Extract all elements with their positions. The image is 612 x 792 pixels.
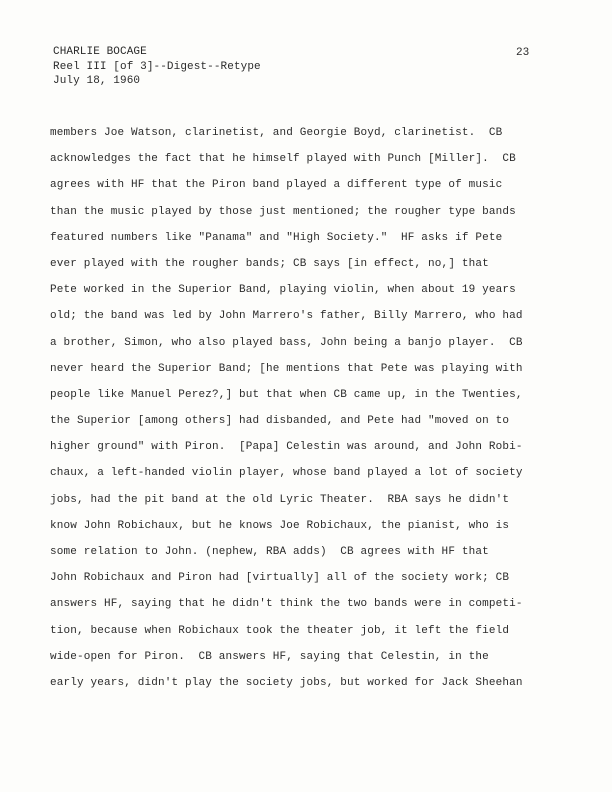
text-line: featured numbers like "Panama" and "High Society." HF asks if Pete	[50, 231, 503, 244]
text-line: Pete worked in the Superior Band, playing violin, when about 19 years	[50, 284, 516, 297]
text-line: agrees with HF that the Piron band played a different type of music	[50, 179, 503, 192]
text-line: members Joe Watson, clarinetist, and Georgie Boyd, clarinetist. CB	[50, 127, 503, 139]
text-line: wide-open for Piron. CB answers HF, saying that Celestin, in the	[50, 650, 489, 663]
text-line: ever played with the rougher bands; CB says [in effect, no,] that	[50, 257, 489, 270]
text-line: never heard the Superior Band; [he mentions that Pete was playing with	[50, 362, 523, 375]
text-line: acknowledges the fact that he himself played with Punch [Miller]. CB	[50, 153, 516, 166]
interviewee-name: CHARLIE BOCAGE	[53, 46, 147, 58]
text-line: higher ground" with Piron. [Papa] Celestin was around, and John Robi-	[50, 441, 523, 454]
text-line: jobs, had the pit band at the old Lyric Theater. RBA says he didn't	[50, 493, 510, 506]
text-line: a brother, Simon, who also played bass, John being a banjo player. CB	[50, 336, 523, 349]
text-line: than the music played by those just mentioned; the rougher type bands	[50, 205, 516, 218]
text-line: answers HF, saying that he didn't think the two bands were in competi-	[50, 598, 523, 611]
text-line: old; the band was led by John Marrero's father, Billy Marrero, who had	[50, 310, 523, 323]
transcript-body	[50, 126, 598, 702]
text-line: people like Manuel Perez?,] but that when CB came up, in the Twenties,	[50, 388, 523, 401]
reel-info: Reel III [of 3]--Digest--Retype	[53, 60, 261, 73]
text-line: John Robichaux and Piron had [virtually] all of the society work; CB	[50, 572, 510, 585]
text-line: know John Robichaux, but he knows Joe Robichaux, the pianist, who is	[50, 519, 510, 532]
text-line: tion, because when Robichaux took the theater job, it left the field	[50, 624, 510, 637]
text-line: chaux, a left-handed violin player, whose band played a lot of society	[50, 467, 523, 480]
text-line: some relation to John. (nephew, RBA adds) CB agrees with HF that	[50, 546, 489, 558]
interview-date: July 18, 1960	[53, 75, 141, 87]
document-header	[53, 45, 261, 89]
page-number: 23	[516, 47, 530, 59]
text-line: early years, didn't play the society jobs, but worked for Jack Sheehan	[50, 676, 523, 689]
text-line: the Superior [among others] had disbanded, and Pete had "moved on to	[50, 415, 510, 428]
